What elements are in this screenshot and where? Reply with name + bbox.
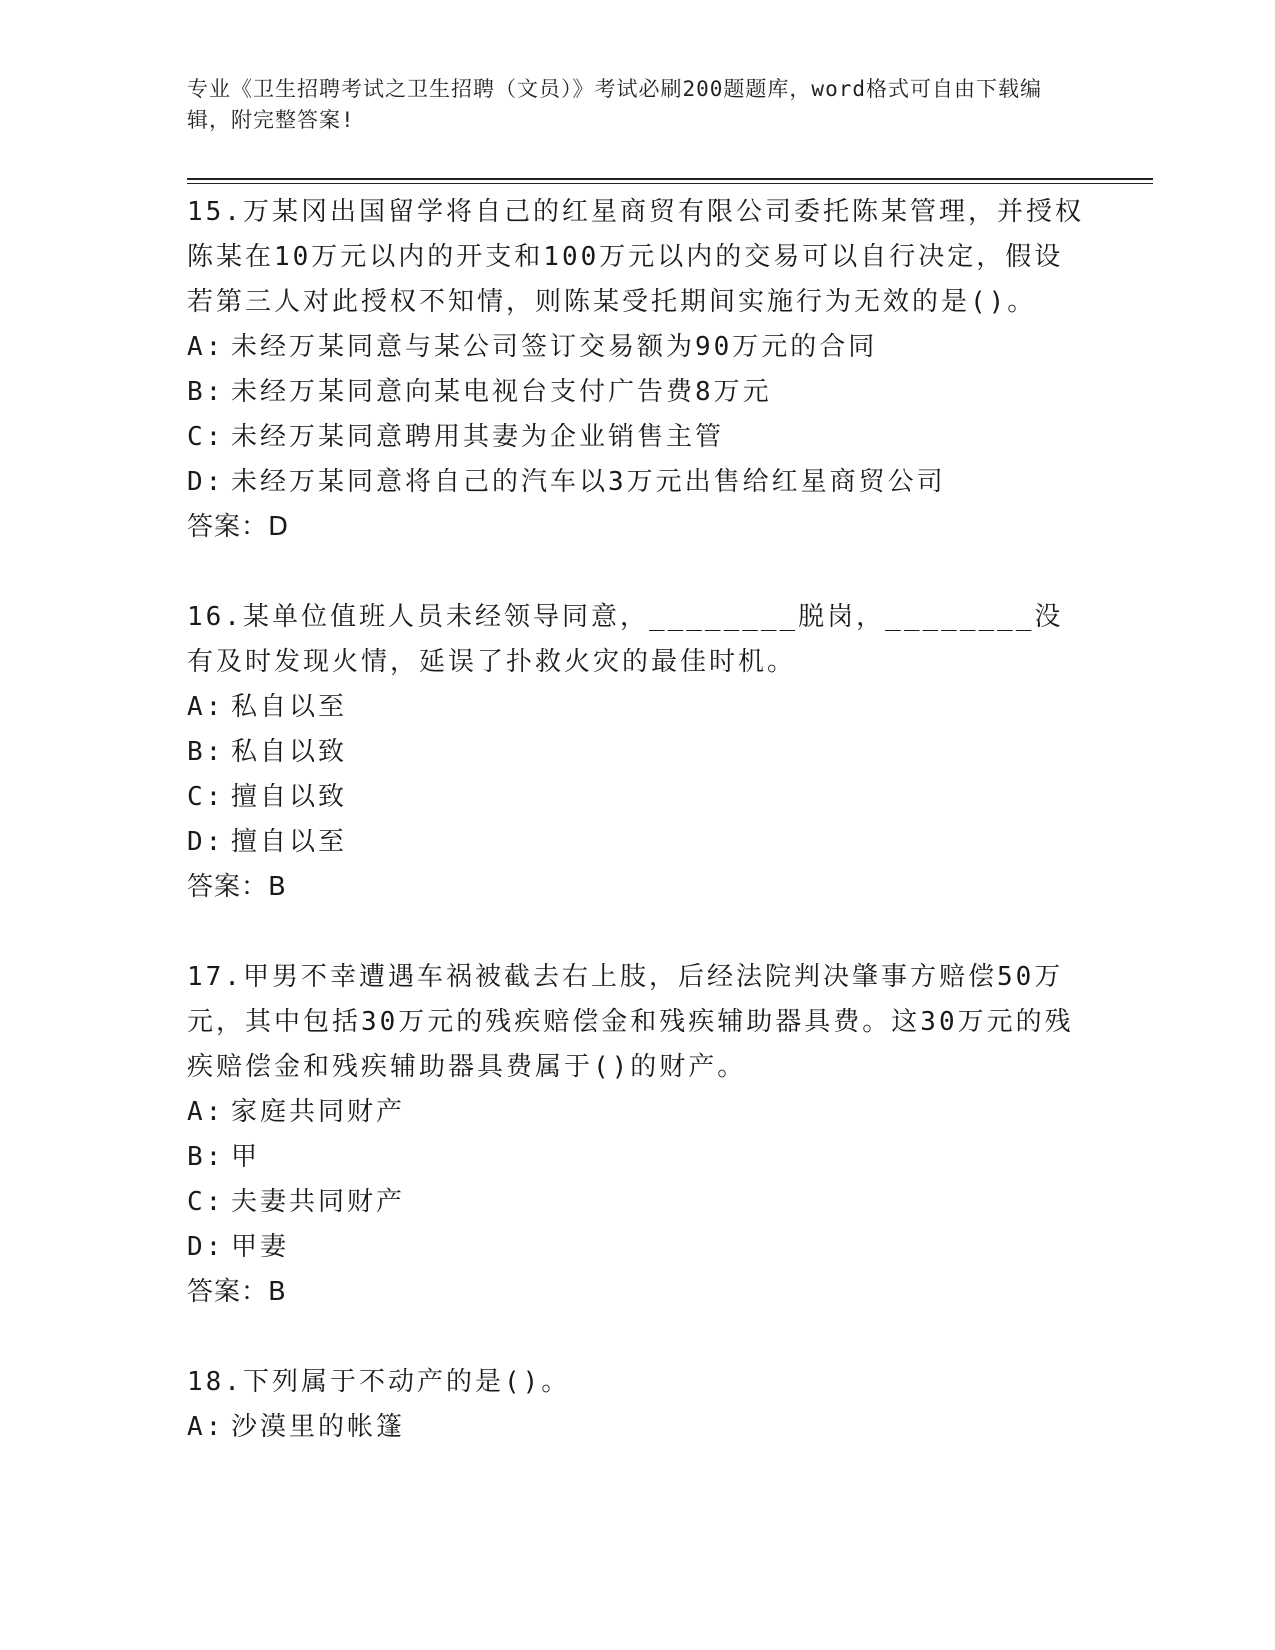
option-text: 未经万某同意将自己的汽车以3万元出售给红星商贸公司: [231, 467, 946, 497]
option-text: 擅自以至: [231, 827, 348, 857]
question-list: [187, 190, 1087, 1495]
header-text: 专业《卫生招聘考试之卫生招聘（文员）》考试必刷200题题库，word格式可自由下载编辑，附完整答案!: [187, 77, 1042, 132]
option-key: C:: [187, 1187, 225, 1217]
document-header: [187, 74, 1077, 136]
option-b: [187, 1135, 1087, 1180]
question-18: [187, 1360, 1087, 1450]
option-c: [187, 775, 1087, 820]
option-text: 家庭共同财产: [231, 1097, 406, 1127]
option-key: A:: [187, 1412, 225, 1442]
option-key: A:: [187, 1097, 225, 1127]
option-text: 私自以致: [231, 737, 348, 767]
option-text: 未经万某同意与某公司签订交易额为90万元的合同: [231, 332, 878, 362]
option-key: A:: [187, 332, 225, 362]
option-key: D:: [187, 1232, 225, 1262]
option-key: B:: [187, 377, 225, 407]
option-text: 私自以至: [231, 692, 348, 722]
option-key: D:: [187, 467, 225, 497]
question-17: [187, 955, 1087, 1315]
option-a: [187, 685, 1087, 730]
option-key: C:: [187, 782, 225, 812]
option-key: C:: [187, 422, 225, 452]
option-c: [187, 415, 1087, 460]
question-stem: 15.万某冈出国留学将自己的红星商贸有限公司委托陈某管理，并授权陈某在10万元以内的开支和100万元以内的交易可以自行决定，假设若第三人对此授权不知情，则陈某受托期间实施行为无效的是()。: [187, 197, 1084, 317]
option-d: [187, 1225, 1087, 1270]
question-16: [187, 595, 1087, 910]
question-stem: 17.甲男不幸遭遇车祸被截去右上肢，后经法院判决肇事方赔偿50万元，其中包括30万元的残疾赔偿金和残疾辅助器具费。这30万元的残疾赔偿金和残疾辅助器具费属于()的财产。: [187, 962, 1074, 1082]
option-text: 甲妻: [231, 1232, 290, 1262]
answer-label: 答案：D: [187, 512, 290, 542]
header-rule-thin: [187, 183, 1153, 184]
option-a: [187, 1405, 1087, 1450]
option-text: 甲: [231, 1142, 261, 1172]
option-b: [187, 730, 1087, 775]
option-c: [187, 1180, 1087, 1225]
answer-label: 答案：B: [187, 1277, 287, 1307]
option-d: [187, 460, 1087, 505]
question-15: [187, 190, 1087, 550]
header-rule-thick: [187, 178, 1153, 180]
option-key: B:: [187, 1142, 225, 1172]
option-key: B:: [187, 737, 225, 767]
answer-label: 答案：B: [187, 872, 287, 902]
option-text: 沙漠里的帐篷: [231, 1412, 406, 1442]
question-stem: 16.某单位值班人员未经领导同意，________脱岗，________没有及时发现火情，延误了扑救火灾的最佳时机。: [187, 602, 1064, 677]
option-text: 夫妻共同财产: [231, 1187, 406, 1217]
option-a: [187, 1090, 1087, 1135]
option-key: A:: [187, 692, 225, 722]
option-a: [187, 325, 1087, 370]
option-key: D:: [187, 827, 225, 857]
option-text: 擅自以致: [231, 782, 348, 812]
option-d: [187, 820, 1087, 865]
option-b: [187, 370, 1087, 415]
option-text: 未经万某同意聘用其妻为企业销售主管: [231, 422, 725, 452]
question-stem: 18.下列属于不动产的是()。: [187, 1367, 571, 1397]
option-text: 未经万某同意向某电视台支付广告费8万元: [231, 377, 772, 407]
